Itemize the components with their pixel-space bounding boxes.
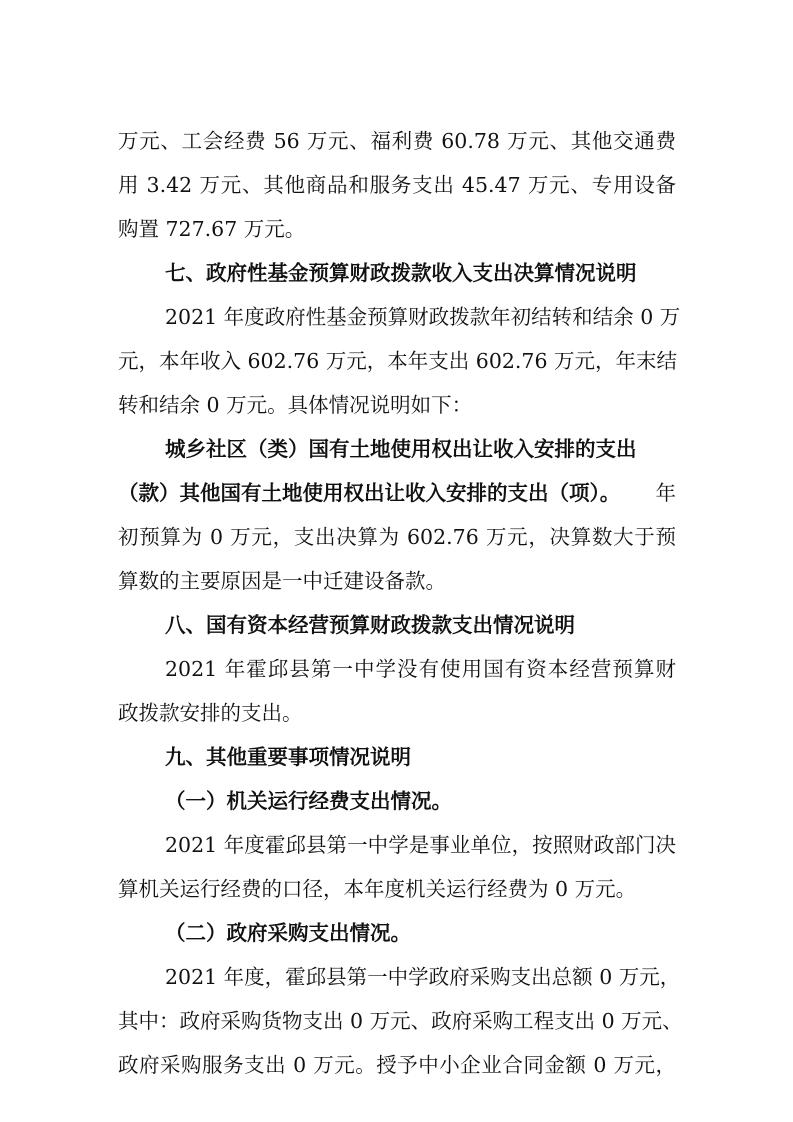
text-line: 2021 年度政府性基金预算财政拨款年初结转和结余 0 万: [165, 305, 681, 329]
text-line: 购置 727.67 万元。: [118, 217, 306, 241]
text-line: 万元、工会经费 56 万元、福利费 60.78 万元、其他交通费: [118, 129, 676, 153]
text-line: 其中：政府采购货物支出 0 万元、政府采购工程支出 0 万元、: [118, 1009, 683, 1033]
text-line: 政府采购服务支出 0 万元。授予中小企业合同金额 0 万元，: [118, 1053, 676, 1077]
bold-item-continuation: （款）其他国有土地使用权出让收入安排的支出（项）。: [118, 481, 621, 505]
section-heading-7: 七、政府性基金预算财政拨款收入支出决算情况说明: [165, 261, 637, 285]
text-line: 2021 年霍邱县第一中学没有使用国有资本经营预算财: [165, 657, 676, 681]
text-line: 算机关运行经费的口径，本年度机关运行经费为 0 万元。: [118, 877, 637, 901]
text-line: 2021 年度霍邱县第一中学是事业单位，按照财政部门决: [165, 833, 676, 857]
subsection-heading-2: （二）政府采购支出情况。: [165, 921, 411, 945]
text-line: 用 3.42 万元、其他商品和服务支出 45.47 万元、专用设备: [118, 173, 676, 197]
text-line: 政拨款安排的支出。: [118, 701, 303, 725]
section-heading-8: 八、国有资本经营预算财政拨款支出情况说明: [165, 613, 575, 637]
section-heading-9: 九、其他重要事项情况说明: [165, 745, 411, 769]
subsection-heading-1: （一）机关运行经费支出情况。: [165, 789, 452, 813]
bold-item-title: 城乡社区（类）国有土地使用权出让收入安排的支出: [165, 437, 637, 461]
text-line: 2021 年度，霍邱县第一中学政府采购支出总额 0 万元，: [165, 965, 681, 989]
text-fragment: 年: [655, 481, 676, 505]
text-line: 转和结余 0 万元。具体情况说明如下：: [118, 393, 473, 417]
text-line: 算数的主要原因是一中迁建设备款。: [118, 569, 446, 593]
text-line: 初预算为 0 万元，支出决算为 602.76 万元，决算数大于预: [118, 525, 676, 549]
text-line-mixed: [118, 478, 676, 508]
text-line: 元，本年收入 602.76 万元，本年支出 602.76 万元，年末结: [118, 349, 678, 373]
